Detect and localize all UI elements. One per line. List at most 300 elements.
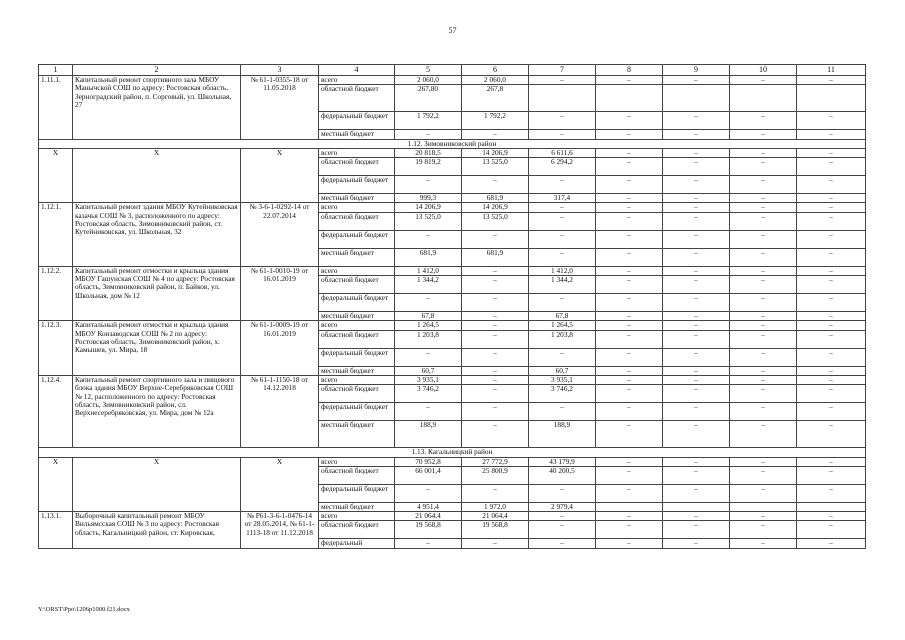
funding-source-label: местный бюджет: [319, 502, 395, 511]
amount-cell: –: [596, 421, 663, 448]
amount-cell: 4 951,4: [395, 502, 462, 511]
summary-marker: Х: [73, 148, 241, 203]
amount-cell: –: [797, 330, 866, 348]
amount-cell: –: [395, 130, 462, 139]
amount-cell: –: [730, 321, 797, 330]
amount-cell: –: [797, 366, 866, 375]
amount-cell: –: [663, 321, 730, 330]
column-header: 3: [241, 65, 319, 76]
amount-cell: 67,8: [395, 312, 462, 321]
amount-cell: [730, 85, 797, 112]
amount-cell: –: [529, 176, 596, 194]
amount-cell: –: [462, 276, 529, 294]
summary-marker: Х: [241, 457, 319, 512]
amount-cell: 1 264,5: [529, 321, 596, 330]
amount-cell: –: [596, 512, 663, 521]
section-title: 1.13. Кагальницкий район: [39, 448, 866, 457]
funding-source-label: областной бюджет: [319, 521, 395, 539]
amount-cell: –: [596, 521, 663, 539]
amount-cell: –: [663, 466, 730, 484]
column-header: 4: [319, 65, 395, 76]
amount-cell: –: [730, 375, 797, 384]
amount-cell: –: [462, 484, 529, 502]
funding-source-label: местный бюджет: [319, 248, 395, 266]
amount-cell: –: [797, 194, 866, 203]
amount-cell: –: [596, 248, 663, 266]
item-number: 1.12.3.: [39, 321, 73, 376]
amount-cell: 6 294,2: [529, 158, 596, 176]
amount-cell: 60,7: [529, 366, 596, 375]
amount-cell: –: [529, 248, 596, 266]
amount-cell: –: [596, 457, 663, 466]
amount-cell: –: [596, 330, 663, 348]
amount-cell: 267,80: [395, 85, 462, 112]
amount-cell: 2 979,4: [529, 502, 596, 511]
amount-cell: [529, 85, 596, 112]
amount-cell: –: [529, 230, 596, 248]
funding-source-label: областной бюджет: [319, 385, 395, 403]
item-number: 1.13.1.: [39, 512, 73, 549]
table-row: [39, 321, 866, 330]
funding-source-label: всего: [319, 457, 395, 466]
funding-source-label: федеральный: [319, 539, 395, 549]
amount-cell: –: [596, 321, 663, 330]
column-header: 1: [39, 65, 73, 76]
amount-cell: –: [663, 484, 730, 502]
amount-cell: –: [596, 539, 663, 549]
table-row: [39, 266, 866, 275]
object-name: Выборочный капитальный ремонт МБОУ Вильямсская СОШ № 3 по адресу: Ростовская область, Кагальницкий район, ст. Кировская,: [73, 512, 241, 549]
amount-cell: –: [797, 421, 866, 448]
amount-cell: [730, 502, 797, 511]
amount-cell: [596, 85, 663, 112]
amount-cell: 3 746,2: [395, 385, 462, 403]
amount-cell: –: [730, 457, 797, 466]
amount-cell: –: [596, 348, 663, 366]
funding-source-label: местный бюджет: [319, 130, 395, 139]
item-number: 1.12.2.: [39, 266, 73, 321]
amount-cell: 25 800,9: [462, 466, 529, 484]
amount-cell: –: [596, 148, 663, 157]
amount-cell: 19 568,8: [462, 521, 529, 539]
object-name: Капитальный ремонт спортивного зала МБОУ Манычской СОШ по адресу: Ростовская область, Зерноградский район, п. Сорговый, ул. Школьная, 27: [73, 76, 241, 140]
amount-cell: –: [663, 176, 730, 194]
funding-source-label: областной бюджет: [319, 466, 395, 484]
table-row: [39, 457, 866, 466]
object-name: Капитальный ремонт отмостки и крыльца здания МБОУ Конзаводская СОШ № 2 по адресу: Ростовская область, Зимовниковский район, х. Камышев, ул. Мира, 18: [73, 321, 241, 376]
funding-source-label: всего: [319, 375, 395, 384]
amount-cell: –: [462, 421, 529, 448]
approval-document: № 3-6-1-0292-14 от 22.07.2014: [241, 203, 319, 266]
amount-cell: –: [663, 521, 730, 539]
column-header: 9: [663, 65, 730, 76]
funding-source-label: местный бюджет: [319, 312, 395, 321]
amount-cell: –: [462, 348, 529, 366]
amount-cell: –: [596, 484, 663, 502]
amount-cell: –: [663, 294, 730, 312]
amount-cell: –: [395, 176, 462, 194]
amount-cell: –: [596, 403, 663, 421]
amount-cell: –: [596, 266, 663, 275]
amount-cell: [663, 85, 730, 112]
amount-cell: –: [797, 321, 866, 330]
amount-cell: –: [395, 403, 462, 421]
amount-cell: –: [462, 266, 529, 275]
amount-cell: –: [596, 312, 663, 321]
approval-document: № 61-1-1150-18 от 14.12.2018: [241, 375, 319, 447]
amount-cell: –: [596, 158, 663, 176]
funding-source-label: федеральный бюджет: [319, 403, 395, 421]
amount-cell: –: [730, 466, 797, 484]
amount-cell: 19 568,8: [395, 521, 462, 539]
amount-cell: –: [663, 403, 730, 421]
amount-cell: –: [529, 76, 596, 85]
amount-cell: –: [395, 230, 462, 248]
amount-cell: 1 412,0: [395, 266, 462, 275]
amount-cell: –: [730, 385, 797, 403]
amount-cell: –: [529, 203, 596, 212]
column-header: 10: [730, 65, 797, 76]
amount-cell: 317,4: [529, 194, 596, 203]
amount-cell: 3 935,1: [395, 375, 462, 384]
amount-cell: –: [596, 375, 663, 384]
amount-cell: –: [797, 539, 866, 549]
table-body: [39, 65, 866, 549]
amount-cell: –: [462, 176, 529, 194]
section-row: [39, 139, 866, 148]
amount-cell: –: [596, 112, 663, 130]
amount-cell: –: [529, 539, 596, 549]
amount-cell: 43 179,9: [529, 457, 596, 466]
amount-cell: –: [462, 312, 529, 321]
amount-cell: –: [730, 521, 797, 539]
amount-cell: –: [797, 248, 866, 266]
column-header: 2: [73, 65, 241, 76]
amount-cell: –: [730, 403, 797, 421]
amount-cell: 70 952,8: [395, 457, 462, 466]
amount-cell: –: [663, 366, 730, 375]
amount-cell: –: [596, 385, 663, 403]
amount-cell: –: [797, 403, 866, 421]
amount-cell: –: [395, 484, 462, 502]
summary-marker: Х: [39, 148, 73, 203]
amount-cell: –: [730, 484, 797, 502]
amount-cell: –: [663, 276, 730, 294]
amount-cell: –: [462, 294, 529, 312]
item-number: 1.11.1.: [39, 76, 73, 140]
amount-cell: [663, 502, 730, 511]
amount-cell: –: [596, 276, 663, 294]
funding-source-label: федеральный бюджет: [319, 176, 395, 194]
amount-cell: 67,8: [529, 312, 596, 321]
amount-cell: 1 344,2: [529, 276, 596, 294]
amount-cell: 14 206,9: [395, 203, 462, 212]
amount-cell: –: [730, 294, 797, 312]
amount-cell: –: [529, 348, 596, 366]
approval-document: № Р61-3-6-1-0476-14 от 28.05.2014, № 61-1-1113-18 от 11.12.2018: [241, 512, 319, 549]
summary-marker: Х: [241, 148, 319, 203]
amount-cell: –: [797, 375, 866, 384]
amount-cell: 40 200,5: [529, 466, 596, 484]
amount-cell: –: [596, 366, 663, 375]
funding-source-label: всего: [319, 321, 395, 330]
amount-cell: [596, 502, 663, 511]
amount-cell: –: [730, 330, 797, 348]
amount-cell: –: [596, 176, 663, 194]
amount-cell: –: [797, 158, 866, 176]
amount-cell: –: [529, 130, 596, 139]
amount-cell: –: [797, 112, 866, 130]
amount-cell: 20 818,5: [395, 148, 462, 157]
amount-cell: –: [797, 176, 866, 194]
object-name: Капитальный ремонт здания МБОУ Кутейниковская казачья СОШ № 3, расположенного по адресу: Ростовская область, Зимовниковский район, ст. Кутейниковская, ул. Школьная, 32: [73, 203, 241, 266]
amount-cell: –: [663, 348, 730, 366]
amount-cell: –: [462, 403, 529, 421]
table-row: [39, 203, 866, 212]
amount-cell: –: [663, 375, 730, 384]
table-row: [39, 512, 866, 521]
amount-cell: –: [663, 158, 730, 176]
funding-source-label: федеральный бюджет: [319, 112, 395, 130]
amount-cell: –: [462, 330, 529, 348]
amount-cell: 188,9: [529, 421, 596, 448]
amount-cell: 681,9: [462, 194, 529, 203]
amount-cell: [797, 502, 866, 511]
amount-cell: –: [730, 112, 797, 130]
amount-cell: 1 203,8: [395, 330, 462, 348]
amount-cell: –: [797, 76, 866, 85]
funding-source-label: федеральный бюджет: [319, 294, 395, 312]
amount-cell: –: [797, 385, 866, 403]
amount-cell: –: [663, 457, 730, 466]
amount-cell: –: [663, 539, 730, 549]
amount-cell: –: [797, 230, 866, 248]
amount-cell: 60,7: [395, 366, 462, 375]
amount-cell: –: [663, 248, 730, 266]
header-row: [39, 65, 866, 76]
amount-cell: 27 772,9: [462, 457, 529, 466]
amount-cell: –: [529, 484, 596, 502]
amount-cell: –: [663, 266, 730, 275]
funding-source-label: всего: [319, 76, 395, 85]
amount-cell: –: [730, 76, 797, 85]
amount-cell: 1 412,0: [529, 266, 596, 275]
amount-cell: –: [663, 148, 730, 157]
amount-cell: 188,9: [395, 421, 462, 448]
amount-cell: –: [529, 403, 596, 421]
amount-cell: –: [596, 466, 663, 484]
funding-source-label: местный бюджет: [319, 421, 395, 448]
summary-marker: Х: [39, 457, 73, 512]
amount-cell: –: [462, 366, 529, 375]
amount-cell: –: [730, 203, 797, 212]
amount-cell: 999,3: [395, 194, 462, 203]
amount-cell: –: [730, 539, 797, 549]
amount-cell: 3 746,2: [529, 385, 596, 403]
amount-cell: –: [730, 421, 797, 448]
amount-cell: –: [596, 230, 663, 248]
amount-cell: –: [663, 312, 730, 321]
amount-cell: –: [529, 112, 596, 130]
amount-cell: 19 819,2: [395, 158, 462, 176]
item-number: 1.12.4.: [39, 375, 73, 447]
table-row: [39, 76, 866, 85]
amount-cell: 1 203,8: [529, 330, 596, 348]
amount-cell: –: [663, 512, 730, 521]
funding-source-label: областной бюджет: [319, 276, 395, 294]
amount-cell: 14 206,9: [462, 148, 529, 157]
amount-cell: –: [462, 230, 529, 248]
funding-source-label: федеральный бюджет: [319, 348, 395, 366]
approval-document: № 61-1-0355-18 от 11.05.2018: [241, 76, 319, 140]
amount-cell: –: [730, 512, 797, 521]
amount-cell: –: [663, 421, 730, 448]
amount-cell: –: [462, 375, 529, 384]
amount-cell: –: [730, 130, 797, 139]
amount-cell: –: [730, 212, 797, 230]
summary-marker: Х: [73, 457, 241, 512]
amount-cell: 681,9: [462, 248, 529, 266]
amount-cell: –: [797, 457, 866, 466]
amount-cell: –: [395, 348, 462, 366]
amount-cell: –: [797, 212, 866, 230]
column-header: 7: [529, 65, 596, 76]
amount-cell: –: [730, 276, 797, 294]
amount-cell: –: [663, 330, 730, 348]
amount-cell: –: [663, 194, 730, 203]
funding-source-label: федеральный бюджет: [319, 230, 395, 248]
amount-cell: –: [462, 130, 529, 139]
item-number: 1.12.1.: [39, 203, 73, 266]
approval-document: № 61-1-0010-19 от 16.01.2019: [241, 266, 319, 321]
amount-cell: –: [797, 466, 866, 484]
amount-cell: –: [730, 348, 797, 366]
amount-cell: –: [730, 148, 797, 157]
object-name: Капитальный ремонт отмостки и крыльца здания МБОУ Гашунская СОШ № 4 по адресу: Ростовская область, Зимовниковский район, п. Байков, ул. Школьная, дом № 12: [73, 266, 241, 321]
section-title: 1.12. Зимовниковский район: [39, 139, 866, 148]
amount-cell: 1 972,0: [462, 502, 529, 511]
amount-cell: –: [596, 130, 663, 139]
amount-cell: –: [395, 294, 462, 312]
amount-cell: –: [797, 276, 866, 294]
funding-source-label: всего: [319, 148, 395, 157]
amount-cell: 1 792,2: [462, 112, 529, 130]
amount-cell: –: [663, 212, 730, 230]
amount-cell: –: [730, 266, 797, 275]
amount-cell: 13 525,0: [462, 212, 529, 230]
amount-cell: 21 064,4: [462, 512, 529, 521]
amount-cell: –: [395, 539, 462, 549]
funding-source-label: местный бюджет: [319, 194, 395, 203]
amount-cell: 267,8: [462, 85, 529, 112]
amount-cell: –: [596, 194, 663, 203]
amount-cell: 14 206,9: [462, 203, 529, 212]
amount-cell: –: [730, 366, 797, 375]
amount-cell: [797, 85, 866, 112]
amount-cell: –: [797, 294, 866, 312]
budget-table: [38, 64, 866, 549]
amount-cell: –: [663, 112, 730, 130]
funding-source-label: местный бюджет: [319, 366, 395, 375]
amount-cell: 2 060,0: [395, 76, 462, 85]
column-header: 11: [797, 65, 866, 76]
approval-document: № 61-1-0009-19 от 16.01.2019: [241, 321, 319, 376]
amount-cell: 2 060,0: [462, 76, 529, 85]
funding-source-label: федеральный бюджет: [319, 484, 395, 502]
amount-cell: –: [797, 512, 866, 521]
funding-source-label: всего: [319, 203, 395, 212]
amount-cell: –: [797, 348, 866, 366]
funding-source-label: областной бюджет: [319, 212, 395, 230]
amount-cell: –: [462, 539, 529, 549]
amount-cell: –: [730, 158, 797, 176]
amount-cell: 3 935,1: [529, 375, 596, 384]
table-row: [39, 148, 866, 157]
amount-cell: –: [663, 76, 730, 85]
amount-cell: 66 001,4: [395, 466, 462, 484]
amount-cell: –: [797, 203, 866, 212]
object-name: Капитальный ремонт спортивного зала и пищевого блока здания МБОУ Верхне-Серебряковская СОШ № 12, расположенного по адресу: Ростовская область, Зимовниковский район, сл. Верхнесеребряковская, ул. Мира, дом № 12а: [73, 375, 241, 447]
amount-cell: –: [797, 130, 866, 139]
amount-cell: –: [663, 230, 730, 248]
amount-cell: –: [730, 176, 797, 194]
page-number: 57: [448, 26, 457, 35]
amount-cell: –: [797, 312, 866, 321]
amount-cell: –: [730, 248, 797, 266]
amount-cell: –: [462, 321, 529, 330]
table-row: [39, 375, 866, 384]
file-path: Y:\ORST\Ppo\1206p1000.f21.docx: [38, 606, 130, 613]
amount-cell: –: [663, 203, 730, 212]
funding-source-label: всего: [319, 512, 395, 521]
amount-cell: –: [596, 294, 663, 312]
amount-cell: –: [730, 194, 797, 203]
amount-cell: –: [663, 385, 730, 403]
amount-cell: –: [596, 212, 663, 230]
amount-cell: 1 264,5: [395, 321, 462, 330]
amount-cell: –: [730, 312, 797, 321]
amount-cell: 21 064,4: [395, 512, 462, 521]
amount-cell: –: [797, 484, 866, 502]
amount-cell: –: [730, 230, 797, 248]
funding-source-label: областной бюджет: [319, 158, 395, 176]
amount-cell: –: [797, 266, 866, 275]
column-header: 5: [395, 65, 462, 76]
amount-cell: 13 525,0: [395, 212, 462, 230]
funding-source-label: всего: [319, 266, 395, 275]
amount-cell: –: [797, 148, 866, 157]
amount-cell: –: [596, 76, 663, 85]
amount-cell: –: [529, 512, 596, 521]
column-header: 8: [596, 65, 663, 76]
amount-cell: –: [529, 294, 596, 312]
column-header: 6: [462, 65, 529, 76]
amount-cell: 6 611,6: [529, 148, 596, 157]
amount-cell: 1 344,2: [395, 276, 462, 294]
amount-cell: –: [529, 521, 596, 539]
amount-cell: –: [663, 130, 730, 139]
amount-cell: –: [797, 521, 866, 539]
section-row: [39, 448, 866, 457]
amount-cell: 681,9: [395, 248, 462, 266]
amount-cell: –: [529, 212, 596, 230]
amount-cell: –: [462, 385, 529, 403]
amount-cell: –: [596, 203, 663, 212]
amount-cell: 13 525,0: [462, 158, 529, 176]
funding-source-label: областной бюджет: [319, 85, 395, 112]
funding-source-label: областной бюджет: [319, 330, 395, 348]
amount-cell: 1 792,2: [395, 112, 462, 130]
